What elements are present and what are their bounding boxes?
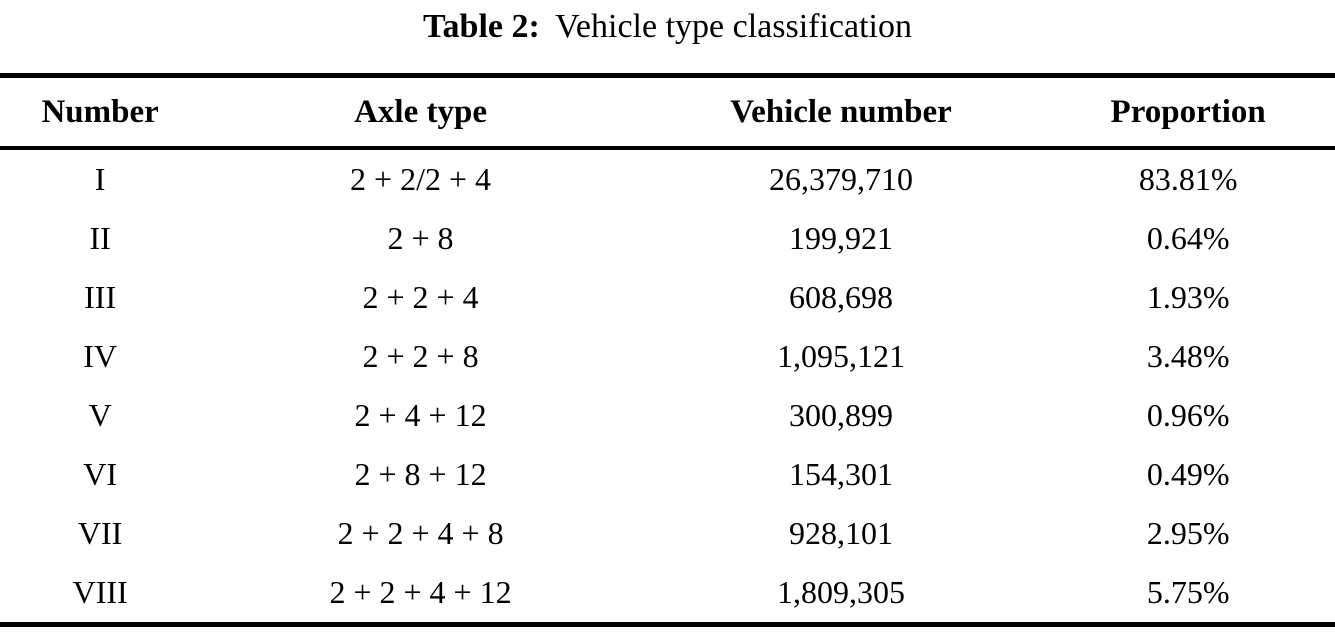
cell-axle-type: 2 + 2/2 + 4 [350,161,492,197]
cell-axle-type: 2 + 2 + 4 + 8 [337,515,504,551]
cell-vehicle-number: 608,698 [789,279,894,315]
cell-vehicle-number: 1,095,121 [777,338,906,374]
cell-vehicle-number: 1,809,305 [777,574,906,610]
cell-proportion: 2.95% [1146,515,1230,551]
cell-number: I [94,161,106,197]
table-row [0,327,1335,386]
cell-vehicle-number: 300,899 [789,397,894,433]
table-row [0,504,1335,563]
cell-vehicle-number: 26,379,710 [769,161,914,197]
cell-axle-type: 2 + 2 + 4 [362,279,479,315]
table-row [0,445,1335,504]
cell-number: IV [83,338,117,374]
vehicle-classification-table [0,73,1335,627]
cell-vehicle-number: 928,101 [789,515,894,551]
cell-axle-type: 2 + 2 + 8 [362,338,479,374]
table-row [0,268,1335,327]
cell-axle-type: 2 + 4 + 12 [354,397,487,433]
table-row [0,209,1335,268]
cell-number: VII [77,515,123,551]
column-header-axle-type: Axle type [200,76,641,149]
cell-axle-type: 2 + 2 + 4 + 12 [329,574,512,610]
cell-proportion: 0.49% [1146,456,1230,492]
column-header-vehicle-number: Vehicle number [641,76,1042,149]
column-header-proportion: Proportion [1041,76,1335,149]
cell-number: III [84,279,117,315]
cell-proportion: 0.64% [1146,220,1230,256]
table-caption-label: Table 2: [423,8,540,45]
cell-axle-type: 2 + 8 + 12 [354,456,487,492]
cell-proportion: 5.75% [1146,574,1230,610]
cell-axle-type: 2 + 8 [387,220,454,256]
column-header-number: Number [0,76,200,149]
cell-number: VIII [72,574,128,610]
table-caption-title: Vehicle type classification [555,8,912,45]
cell-number: II [89,220,111,256]
cell-vehicle-number: 199,921 [789,220,894,256]
table-caption [0,0,1335,73]
header-row [0,76,1335,149]
cell-proportion: 0.96% [1146,397,1230,433]
cell-proportion: 3.48% [1146,338,1230,374]
cell-vehicle-number: 154,301 [789,456,894,492]
cell-number: VI [83,456,117,492]
cell-proportion: 1.93% [1146,279,1230,315]
table-row [0,148,1335,209]
cell-number: V [88,397,112,433]
table-row [0,563,1335,625]
table-row [0,386,1335,445]
cell-proportion: 83.81% [1138,161,1238,197]
